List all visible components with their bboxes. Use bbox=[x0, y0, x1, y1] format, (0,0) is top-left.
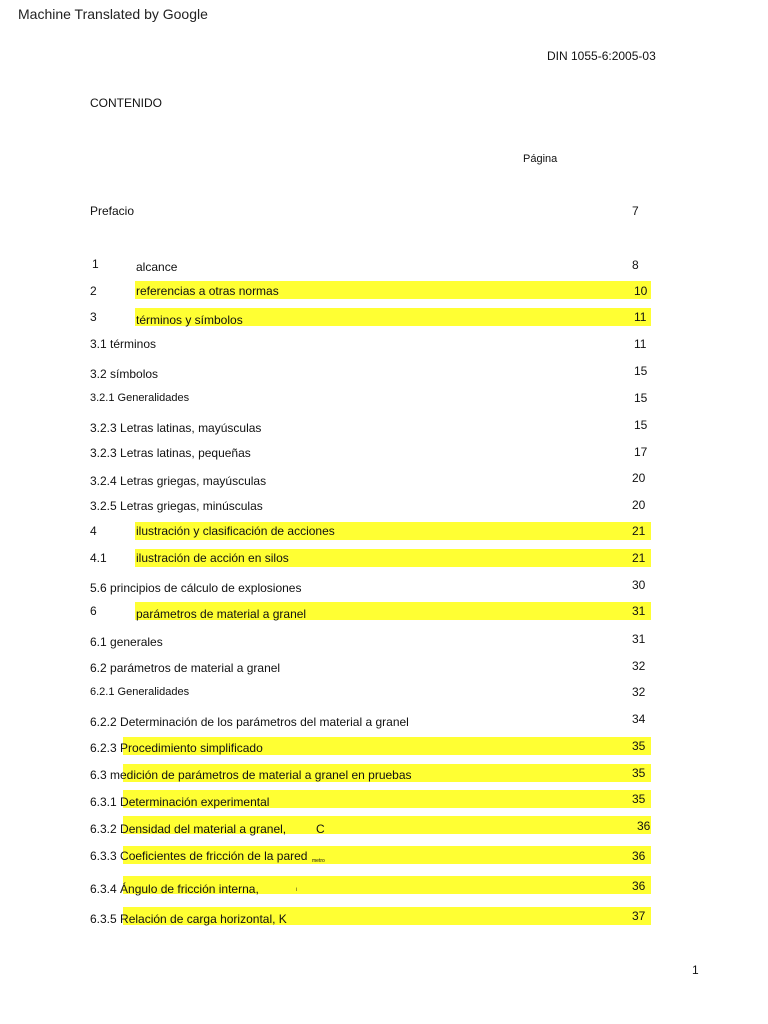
toc-entry-page: 32 bbox=[632, 659, 646, 673]
toc-entry-label: 6.2.2 Determinación de los parámetros del material a granel bbox=[90, 715, 409, 729]
toc-entry-label: 6.2 parámetros de material a granel bbox=[90, 661, 281, 675]
toc-entry-number: 4 bbox=[90, 524, 97, 538]
toc-entry-page: 34 bbox=[632, 712, 646, 726]
toc-entry-page: 35 bbox=[632, 766, 646, 780]
toc-entry-page: 21 bbox=[632, 524, 646, 538]
toc-entry-page: 20 bbox=[632, 498, 646, 512]
toc-entry-label: 3.2.5 Letras griegas, minúsculas bbox=[90, 499, 263, 513]
toc-entry-label: 3.2.4 Letras griegas, mayúsculas bbox=[90, 474, 267, 488]
toc-entry-label: 5.6 principios de cálculo de explosiones bbox=[90, 581, 302, 595]
toc-entry-page: 15 bbox=[634, 364, 648, 378]
toc-entry-label: 6.3.2 Densidad del material a granel, bbox=[90, 822, 287, 836]
toc-entry-page: 10 bbox=[634, 284, 648, 298]
toc-entry-label: alcance bbox=[136, 260, 178, 274]
toc-entry-label: 3.2.1 Generalidades bbox=[90, 392, 190, 404]
toc-entry-page: 15 bbox=[634, 418, 648, 432]
toc-entry-label: 6.3.4 Ángulo de fricción interna, bbox=[90, 882, 259, 896]
machine-translated-banner: Machine Translated by Google bbox=[18, 6, 208, 22]
toc-entry-label: 6.3 medición de parámetros de material a granel en pruebas bbox=[90, 768, 412, 782]
toc-entry-page: 21 bbox=[632, 551, 646, 565]
density-symbol: C bbox=[316, 822, 325, 836]
toc-entry-label: parámetros de material a granel bbox=[136, 607, 307, 621]
toc-entry-number: 1 bbox=[92, 257, 99, 271]
toc-entry-label: ilustración y clasificación de acciones bbox=[136, 524, 335, 538]
toc-entry-page: 8 bbox=[632, 258, 639, 272]
wall-friction-subscript: metro bbox=[312, 858, 325, 864]
toc-entry-label: 3.2.3 Letras latinas, mayúsculas bbox=[90, 421, 262, 435]
document-id: DIN 1055-6:2005-03 bbox=[547, 49, 656, 63]
toc-entry-page: 35 bbox=[632, 739, 646, 753]
toc-entry-label: 6.2.1 Generalidades bbox=[90, 686, 190, 698]
toc-entry-page: 37 bbox=[632, 909, 646, 923]
toc-entry-page: 15 bbox=[634, 391, 648, 405]
toc-entry-page: 17 bbox=[634, 445, 648, 459]
toc-entry-number: 4.1 bbox=[90, 551, 107, 565]
toc-entry-label: 3.2.3 Letras latinas, pequeñas bbox=[90, 446, 251, 460]
toc-entry-number: 2 bbox=[90, 284, 97, 298]
toc-entry-label: referencias a otras normas bbox=[136, 284, 279, 298]
toc-entry-page: 31 bbox=[632, 604, 646, 618]
toc-entry-label: términos y símbolos bbox=[136, 313, 243, 327]
toc-entry-label: 3.2 símbolos bbox=[90, 367, 159, 381]
toc-entry-label: 6.3.5 Relación de carga horizontal, K bbox=[90, 912, 287, 926]
page-number: 1 bbox=[692, 963, 699, 977]
toc-entry-label: 3.1 términos bbox=[90, 337, 157, 351]
toc-entry-page: 30 bbox=[632, 578, 646, 592]
toc-entry-page: 35 bbox=[632, 792, 646, 806]
toc-entry-page: 32 bbox=[632, 685, 646, 699]
toc-entry-page: 20 bbox=[632, 471, 646, 485]
toc-entry-page: 31 bbox=[632, 632, 646, 646]
toc-entry-label: 6.1 generales bbox=[90, 635, 163, 649]
toc-heading: CONTENIDO bbox=[90, 96, 162, 110]
toc-entry-page: 11 bbox=[634, 310, 647, 324]
internal-friction-subscript: i bbox=[296, 887, 298, 893]
toc-entry-page: 36 bbox=[632, 849, 646, 863]
toc-entry-label: Prefacio bbox=[90, 204, 135, 218]
toc-entry-page: 36 bbox=[637, 819, 651, 833]
page-column-label: Página bbox=[523, 153, 558, 165]
toc-entry-label: 6.2.3 Procedimiento simplificado bbox=[90, 741, 263, 755]
toc-entry-page: 36 bbox=[632, 879, 646, 893]
toc-entry-number: 6 bbox=[90, 604, 97, 618]
toc-entry-label: ilustración de acción en silos bbox=[136, 551, 289, 565]
toc-entry-page: 11 bbox=[634, 337, 647, 351]
toc-entry-label: 6.3.3 Coeficientes de fricción de la pared bbox=[90, 849, 308, 863]
toc-entry-label: 6.3.1 Determinación experimental bbox=[90, 795, 270, 809]
toc-entry-number: 3 bbox=[90, 310, 97, 324]
toc-entry-page: 7 bbox=[632, 204, 639, 218]
